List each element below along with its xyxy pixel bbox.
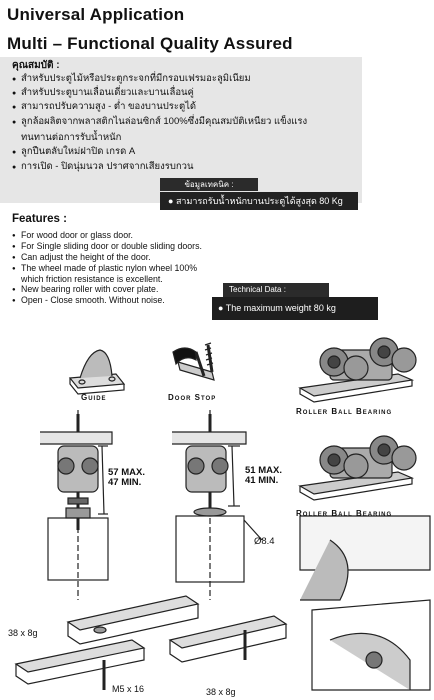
thai-bullet: ● ลูกปืนตลับใหม่ฝาปิด เกรด A [12, 146, 135, 157]
feature-bullet: ● Open - Close smooth. Without noise. [12, 296, 165, 306]
dimension-max: 51 MAX. [245, 465, 282, 476]
dimension-min: 47 MIN. [108, 477, 142, 488]
feature-bullet: ● For Single sliding door or double sliding doors. [12, 242, 202, 252]
technical-data-label: Technical Data : [223, 283, 329, 297]
features-heading: Features : [12, 213, 67, 225]
diameter-label: Ø8.4 [254, 536, 275, 547]
feature-bullet: ● New bearing roller with cover plate. [12, 285, 158, 295]
guide-drawing [70, 350, 124, 394]
screw-spec: 38 x 8g [206, 687, 236, 697]
bullet-dot: ● [168, 196, 176, 206]
thai-bullet: ● ลูกล้อผลิตจากพลาสติกไนล่อนซิกส์ 100%ซึ่งมีคุณสมบัติเหนียว แข็งแรง [12, 116, 307, 127]
roller-caption: Roller Ball Bearing [296, 509, 393, 518]
dimension-min: 41 MIN. [245, 475, 279, 486]
title-line-2: Multi – Functional Quality Assured [7, 34, 293, 53]
thai-bullet: ● การเปิด - ปิดนุ่มนวล ปราศจากเสียงรบกวน [12, 161, 193, 172]
thai-bullet: ● สามารถปรับความสูง - ต่ำ ของบานประตูได้ [12, 101, 196, 112]
roller-bearing-drawing [300, 436, 416, 500]
thai-tech-value: ● สามารถรับน้ำหนักบานประตูได้สูงสุด 80 Kg [160, 192, 358, 210]
thai-tech-label: ข้อมูลเทคนิค : [160, 178, 258, 191]
title-line-1: Universal Application [7, 5, 185, 24]
thai-bullet-continuation: ทนทานต่อการรับน้ำหนัก [21, 132, 122, 143]
door-stop-drawing [173, 343, 214, 380]
thai-bullet: ● สำหรับประตูไม้หรือประตูกระจกที่มีกรอบเฟรมอะลูมิเนียม [12, 73, 251, 84]
feature-bullet: ● For wood door or glass door. [12, 231, 133, 241]
technical-data-value: ● The maximum weight 80 kg [212, 297, 378, 320]
door-detail-drawing [300, 516, 430, 690]
screw-spec: M5 x 16 [112, 684, 145, 694]
elevation-drawing-b [172, 410, 262, 600]
bullet-dot: ● [218, 303, 226, 313]
feature-bullet-continuation: which friction resistance is excellent. [21, 274, 163, 284]
screw-spec: 38 x 8g [8, 628, 38, 638]
feature-bullet: ● The wheel made of plastic nylon wheel 100% [12, 264, 197, 274]
thai-properties-heading: คุณสมบัติ : [12, 60, 60, 71]
roller-bearing-drawing [300, 338, 416, 402]
dimension-max: 57 MAX. [108, 467, 145, 478]
track-drawing [16, 596, 286, 690]
feature-bullet: ● Can adjust the height of the door. [12, 253, 151, 263]
roller-caption: Roller Ball Bearing [296, 407, 393, 416]
guide-caption: Guide [81, 393, 107, 402]
thai-bullet: ● สำหรับประตูบานเลื่อนเดี่ยวและบานเลื่อนคู่ [12, 87, 194, 98]
door-stop-caption: Door Stop [168, 393, 217, 402]
elevation-drawing-a [40, 410, 112, 600]
